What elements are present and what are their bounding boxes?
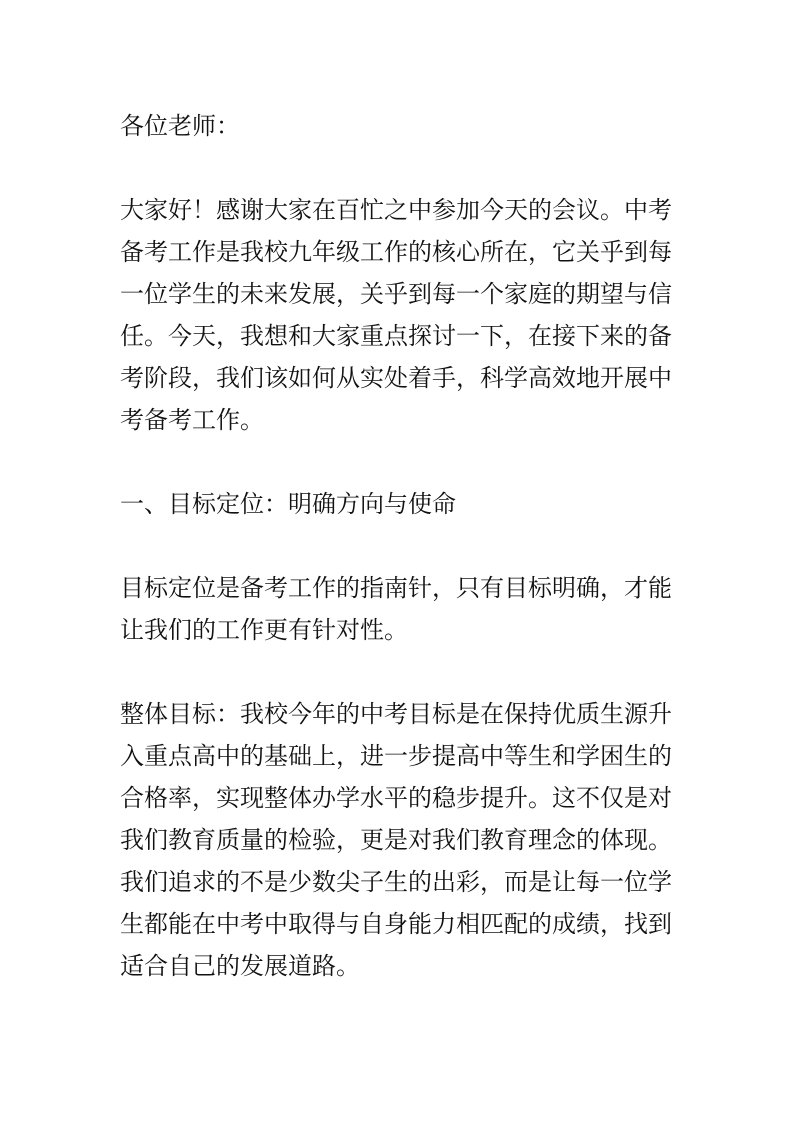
body-paragraph: 整体目标：我校今年的中考目标是在保持优质生源升入重点高中的基础上，进一步提高中等生和学困生的合格率，实现整体办学水平的稳步提升。这不仅是对我们教育质量的检验，更是对我们教育理念的体现。我们追求的不是少数尖子生的出彩，而是让每一位学生都能在中考中取得与自身能力相匹配的成绩，找到适合自己的发展道路。: [120, 701, 672, 980]
intro-paragraph: 大家好！感谢大家在百忙之中参加今天的会议。中考备考工作是我校九年级工作的核心所在，它关乎到每一位学生的未来发展，关乎到每一个家庭的期望与信任。今天，我想和大家重点探讨一下，在接下来的备考阶段，我们该如何从实处着手，科学高效地开展中考备考工作。: [120, 197, 672, 434]
document-page: [120, 106, 676, 1030]
body-paragraph: 目标定位是备考工作的指南针，只有目标明确，才能让我们的工作更有针对性。: [120, 575, 672, 644]
salutation: 各位老师：: [120, 113, 240, 140]
section-heading: 一、目标定位：明确方向与使命: [120, 491, 456, 518]
